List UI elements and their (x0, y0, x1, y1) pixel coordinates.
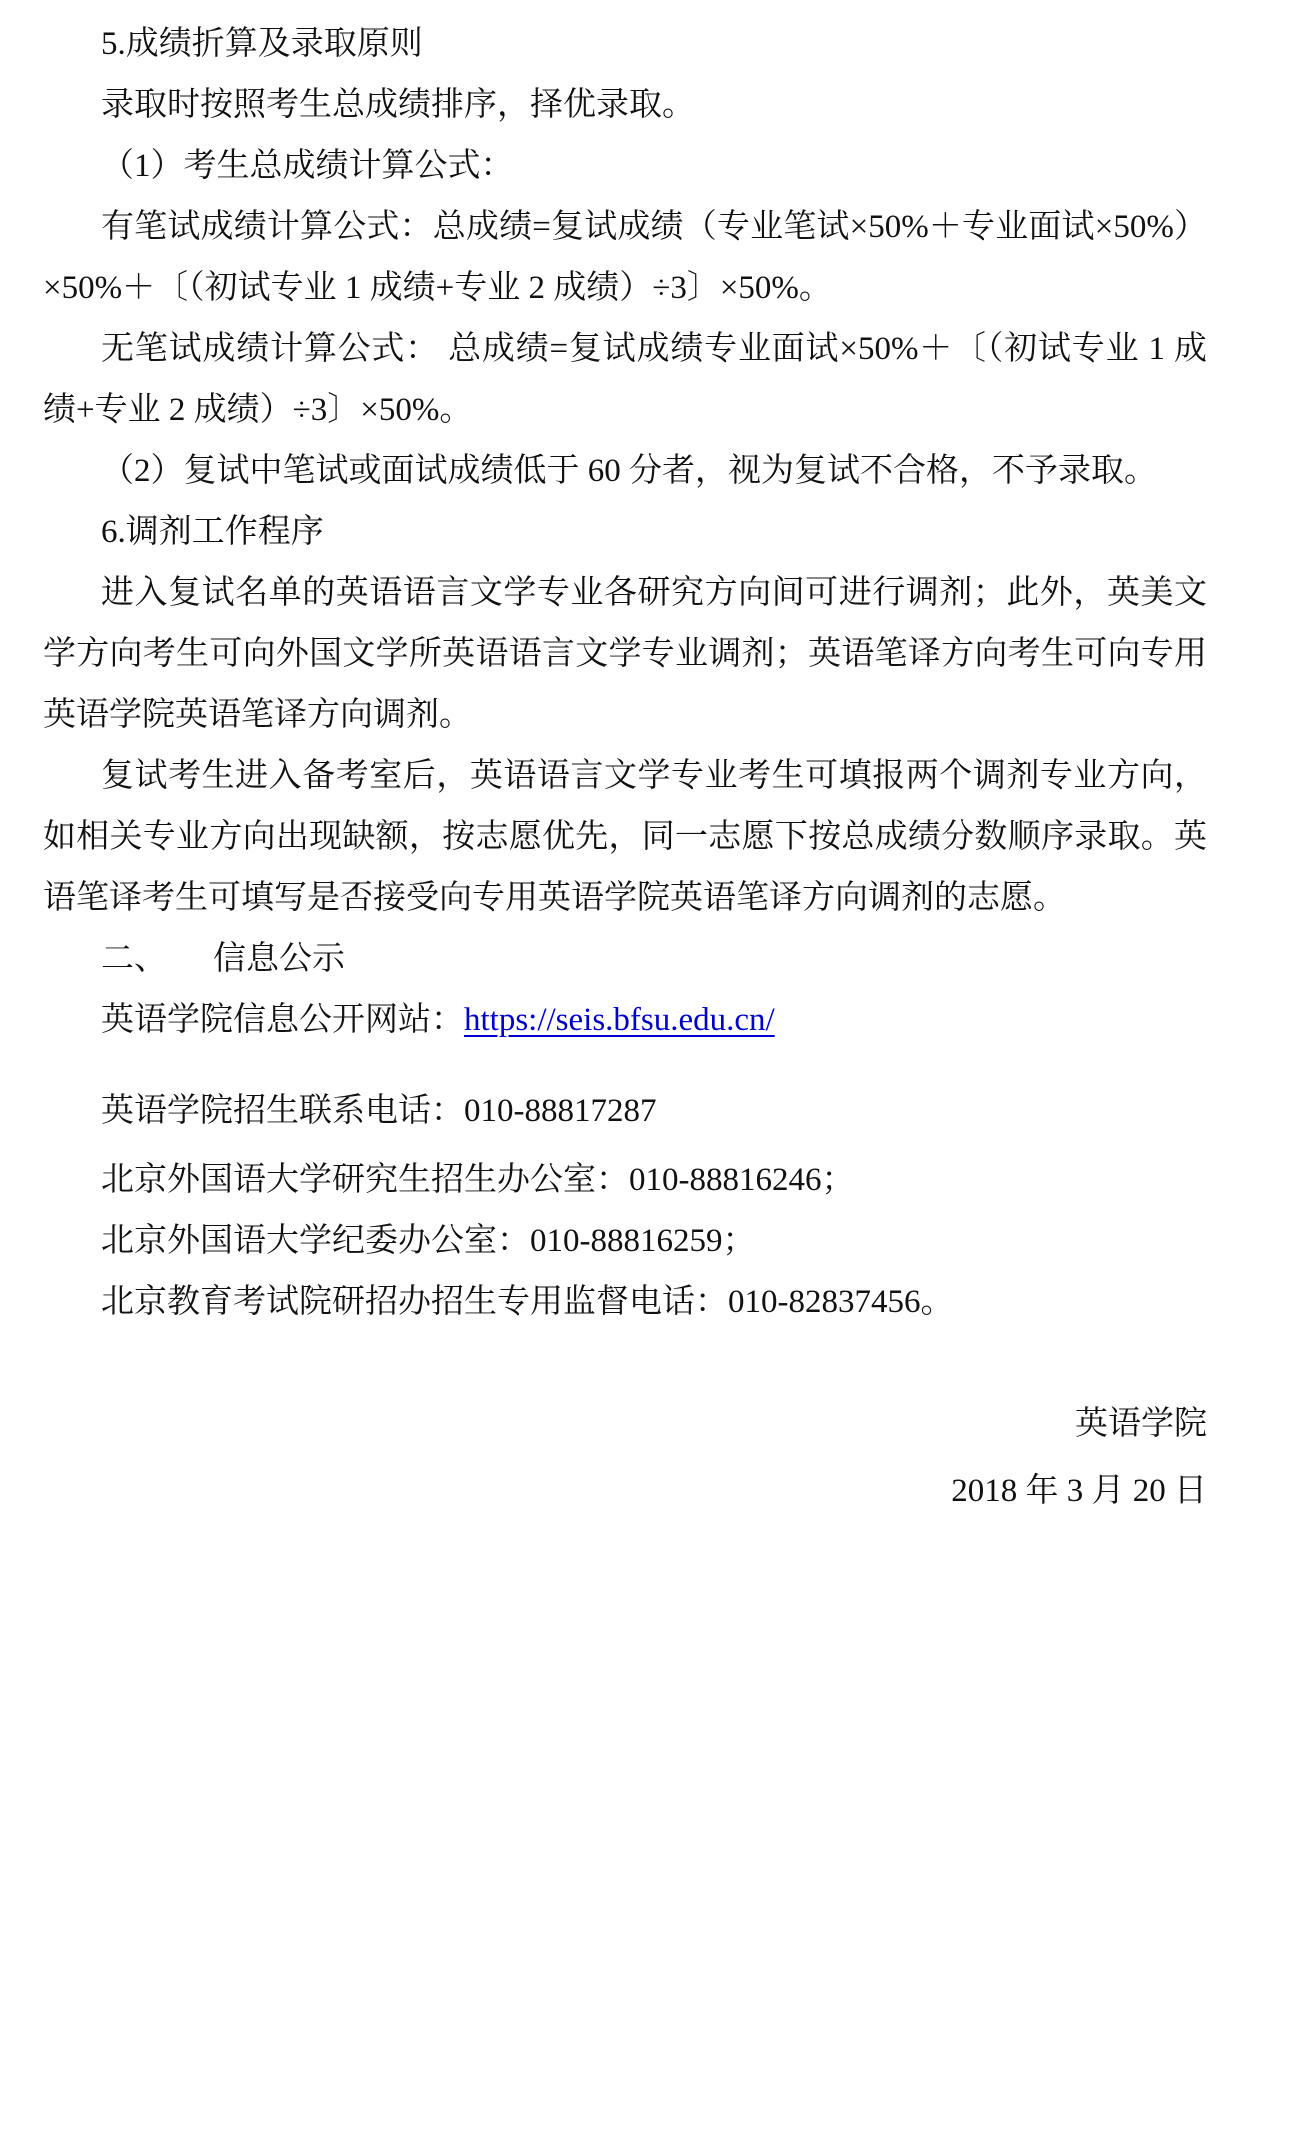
grad-office-phone: 北京外国语大学研究生招生办公室：010-88816246； (101, 1162, 855, 1198)
section-6-heading: 6.调剂工作程序 (101, 514, 324, 550)
transfer-para-2-line-1: 复试考生进入备考室后，英语语言文学专业考生可填报两个调剂专业方向， (101, 758, 1207, 794)
section-2-title: 信息公示 (213, 941, 345, 977)
section-2-heading-row (43, 929, 1207, 990)
formula-no-written-line-1: 无笔试成绩计算公式： 总成绩=复试成绩专业面试×50%＋〔（初试专业 1 成 (101, 331, 1207, 367)
transfer-para-2-line-3: 语笔译考生可填写是否接受向专用英语学院英语笔译方向调剂的志愿。 (43, 880, 1066, 916)
item-1-heading: （1）考生总成绩计算公式： (101, 148, 514, 184)
section-2-number: 二、 (101, 941, 167, 977)
section-5-heading: 5.成绩折算及录取原则 (101, 26, 423, 62)
blank-gap (43, 1333, 1207, 1394)
formula-written-line-2: ×50%＋〔（初试专业 1 成绩+专业 2 成绩）÷3〕×50%。 (43, 270, 832, 306)
section-5-intro: 录取时按照考生总成绩排序，择优录取。 (101, 87, 695, 123)
signature-organization: 英语学院 (1075, 1406, 1207, 1442)
discipline-office-phone: 北京外国语大学纪委办公室：010-88816259； (101, 1223, 756, 1259)
website-row (43, 990, 1207, 1051)
supervision-phone: 北京教育考试院研招办招生专用监督电话：010-82837456。 (101, 1284, 954, 1320)
transfer-para-2-line-2: 如相关专业方向出现缺额，按志愿优先，同一志愿下按总成绩分数顺序录取。英 (43, 819, 1207, 855)
website-label: 英语学院信息公开网站： (101, 1002, 464, 1038)
transfer-para-1-line-1: 进入复试名单的英语语言文学专业各研究方向间可进行调剂；此外，英美文 (101, 575, 1207, 611)
blank-gap (43, 1051, 1207, 1081)
item-2-text: （2）复试中笔试或面试成绩低于 60 分者，视为复试不合格，不予录取。 (101, 453, 1157, 489)
transfer-para-1-line-2: 学方向考生可向外国文学所英语语言文学专业调剂；英语笔译方向考生可向专用 (43, 636, 1207, 672)
signature-date: 2018 年 3 月 20 日 (951, 1473, 1207, 1509)
website-link[interactable]: https://seis.bfsu.edu.cn/ (464, 1002, 775, 1038)
transfer-para-1-line-3: 英语学院英语笔译方向调剂。 (43, 697, 472, 733)
formula-written-line-1: 有笔试成绩计算公式：总成绩=复试成绩（专业笔试×50%＋专业面试×50%） (101, 209, 1207, 245)
admission-phone: 英语学院招生联系电话：010-88817287 (101, 1093, 657, 1129)
formula-no-written-line-2: 绩+专业 2 成绩）÷3〕×50%。 (43, 392, 473, 428)
